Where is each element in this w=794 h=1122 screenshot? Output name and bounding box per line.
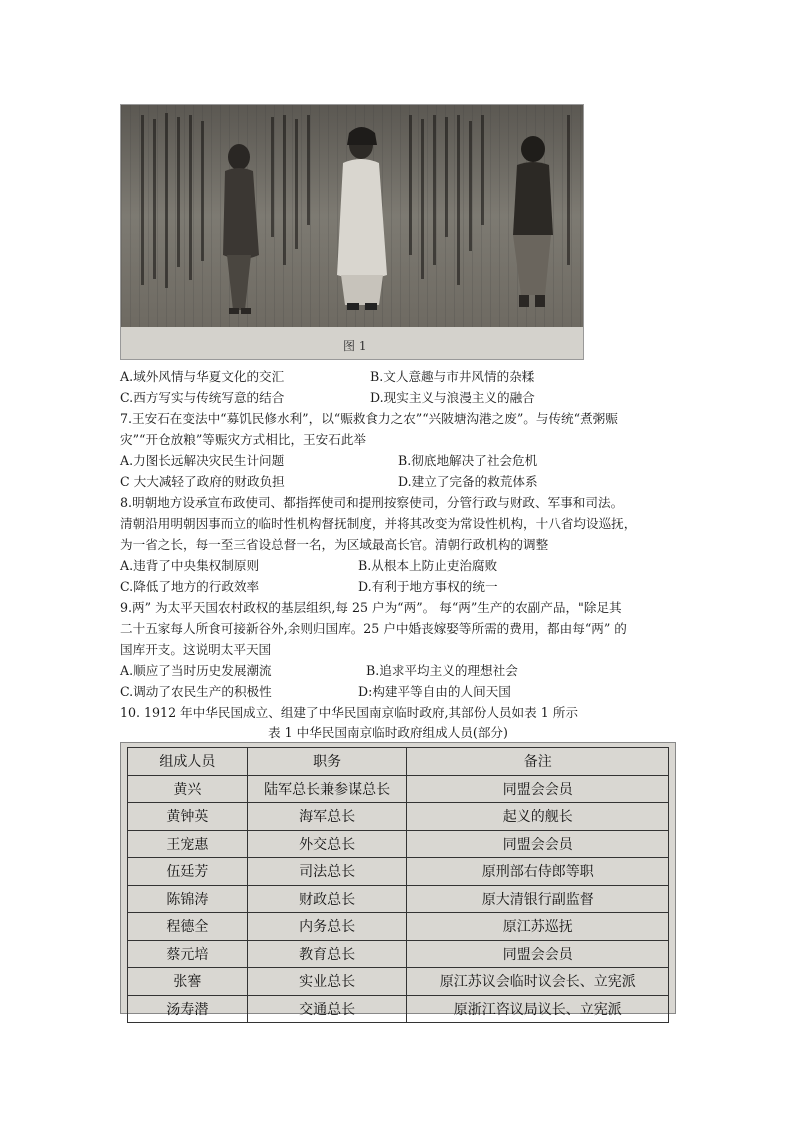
table-row — [128, 940, 669, 968]
header-members: 组成人员 — [128, 748, 248, 776]
cell-member: 陈锦涛 — [128, 885, 248, 913]
table-row — [128, 995, 669, 1023]
q9-option-b: B.追求平均主义的理想社会 — [366, 663, 518, 678]
cell-member: 王宠惠 — [128, 830, 248, 858]
figure-1-painting — [120, 104, 584, 360]
cell-remark: 原江苏巡抚 — [407, 913, 669, 941]
cell-remark: 原江苏议会临时议会长、立宪派 — [407, 968, 669, 996]
table-row — [128, 885, 669, 913]
center-figure — [337, 127, 387, 310]
cell-member: 伍廷芳 — [128, 858, 248, 886]
q9-stem-line1: 9.两” 为太平天国农村政权的基层组织,每 25 户为“两”。 每“两”生产的农副产品，"除足其 — [120, 600, 622, 615]
cell-position: 陆军总长兼参谋总长 — [247, 775, 407, 803]
painting-figures-illustration — [121, 105, 583, 327]
q8-option-c: C.降低了地方的行政效率 — [120, 579, 260, 594]
personnel-table — [127, 747, 669, 1023]
table-row — [128, 913, 669, 941]
cell-remark: 原浙江咨议局议长、立宪派 — [407, 995, 669, 1023]
q8-option-b: B.从根本上防止吏治腐败 — [358, 558, 498, 573]
q9-stem-line3: 国库开支。这说明太平天国 — [120, 642, 272, 657]
q6-option-b: B.文人意趣与市井风情的杂糅 — [370, 369, 535, 384]
q8-stem-line1: 8.明朝地方设承宣布政使司、都指挥使司和提刑按察使司，分管行政与财政、军事和司法。 — [120, 495, 624, 510]
q7-option-b: B.彻底地解决了社会危机 — [398, 453, 538, 468]
cell-position: 教育总长 — [247, 940, 407, 968]
cell-position: 海军总长 — [247, 803, 407, 831]
q9-option-a: A.顺应了当时历史发展潮流 — [120, 663, 272, 678]
cell-position: 司法总长 — [247, 858, 407, 886]
q8-option-a: A.违背了中央集权制原则 — [120, 558, 260, 573]
cell-remark: 起义的舰长 — [407, 803, 669, 831]
cell-position: 财政总长 — [247, 885, 407, 913]
cell-remark: 同盟会会员 — [407, 830, 669, 858]
cell-member: 张謇 — [128, 968, 248, 996]
q7-stem-line2: 灾”“开仓放粮”等赈灾方式相比，王安石此举 — [120, 432, 367, 447]
q7-option-c: C 大大减轻了政府的财政负担 — [120, 474, 285, 489]
cell-member: 蔡元培 — [128, 940, 248, 968]
q7-option-a: A.力图长远解决灾民生计问题 — [120, 453, 285, 468]
q9-stem-line2: 二十五家每人所食可接新谷外,余则归国库。25 户中婚丧嫁娶等所需的费用，都由每“两” 的 — [120, 621, 627, 636]
q6-option-c: C.西方写实与传统写意的结合 — [120, 390, 285, 405]
left-figure — [223, 144, 259, 314]
figure-caption: 图 1 — [343, 339, 367, 353]
cell-remark: 原刑部右侍郎等职 — [407, 858, 669, 886]
cell-remark: 同盟会会员 — [407, 940, 669, 968]
q9-option-d: D:构建平等自由的人间天国 — [358, 684, 511, 699]
cell-position: 内务总长 — [247, 913, 407, 941]
header-position: 职务 — [247, 748, 407, 776]
cell-member: 黄兴 — [128, 775, 248, 803]
cell-remark: 原大清银行副监督 — [407, 885, 669, 913]
table-row — [128, 830, 669, 858]
q10-stem: 10. 1912 年中华民国成立、组建了中华民国南京临时政府,其部份人员如表 1 所示 — [120, 705, 578, 720]
q8-stem-line2: 清朝沿用明朝因事而立的临时性机构督抚制度，并将其改变为常设性机构，十八省均设巡抚， — [120, 516, 637, 531]
q7-stem-line1: 7.王安石在变法中“募饥民修水利”，以“赈救食力之农”“兴陂塘沟港之废”。与传统“煮粥赈 — [120, 411, 618, 426]
table-1-photo — [120, 742, 676, 1018]
cell-position: 实业总长 — [247, 968, 407, 996]
q9-option-c: C.调动了农民生产的积极性 — [120, 684, 272, 699]
cell-member: 黄钟英 — [128, 803, 248, 831]
cell-remark: 同盟会会员 — [407, 775, 669, 803]
right-figure — [513, 136, 553, 307]
table-row — [128, 858, 669, 886]
q6-option-a: A.域外风情与华夏文化的交汇 — [120, 369, 285, 384]
table-row — [128, 968, 669, 996]
q8-stem-line3: 为一省之长，每一至三省设总督一名，为区域最高长官。清朝行政机构的调整 — [120, 537, 549, 552]
cell-position: 外交总长 — [247, 830, 407, 858]
q7-option-d: D.建立了完备的救荒体系 — [398, 474, 538, 489]
table-header-row — [128, 748, 669, 776]
header-remarks: 备注 — [407, 748, 669, 776]
cell-member: 汤寿潜 — [128, 995, 248, 1023]
table-row — [128, 775, 669, 803]
cell-position: 交通总长 — [247, 995, 407, 1023]
cell-member: 程德全 — [128, 913, 248, 941]
q6-option-d: D.现实主义与浪漫主义的融合 — [370, 390, 535, 405]
table-title: 表 1 中华民国南京临时政府组成人员(部分) — [268, 725, 508, 740]
painting-scroll-image — [121, 105, 583, 327]
table-row — [128, 803, 669, 831]
q8-option-d: D.有利于地方事权的统一 — [358, 579, 498, 594]
